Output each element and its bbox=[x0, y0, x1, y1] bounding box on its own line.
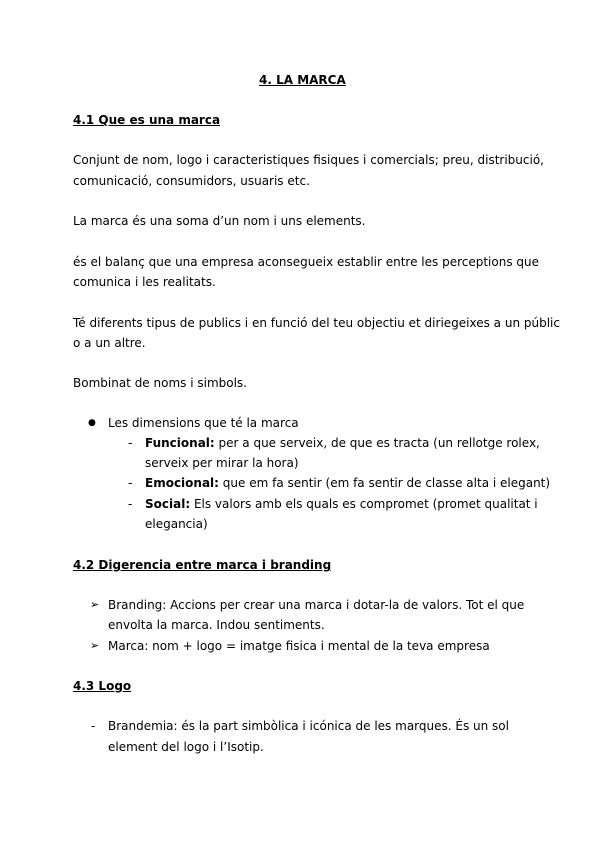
dimension-label: Social: bbox=[145, 497, 191, 511]
dash-icon: - bbox=[91, 719, 96, 733]
page-title: 4. LA MARCA bbox=[259, 73, 346, 87]
paragraph-line: serveix per mirar la hora) bbox=[145, 456, 299, 470]
paragraph-line: Conjunt de nom, logo i caracteristiques fisiques i comercials; preu, distribució, bbox=[73, 153, 544, 167]
paragraph-line: element del logo i l’Isotip. bbox=[108, 740, 264, 754]
dash-icon: - bbox=[128, 436, 133, 450]
dimension-text: Els valors amb els quals es compromet (promet qualitat i bbox=[190, 497, 538, 511]
paragraph-line: La marca és una soma d’un nom i uns elements. bbox=[73, 214, 366, 228]
list-item: Les dimensions que té la marca bbox=[108, 416, 299, 430]
paragraph-line: Bombinat de noms i simbols. bbox=[73, 376, 247, 390]
list-item: Branding: Accions per crear una marca i dotar-la de valors. Tot el que bbox=[108, 598, 525, 612]
list-item-emocional bbox=[145, 473, 550, 493]
arrow-bullet-icon: ➢ bbox=[90, 639, 100, 652]
section-heading-4-2: 4.2 Digerencia entre marca i branding bbox=[73, 558, 332, 572]
paragraph-line: és el balanç que una empresa aconsegueix establir entre les perceptions que bbox=[73, 255, 540, 269]
dash-icon: - bbox=[128, 497, 133, 511]
list-item-social bbox=[145, 494, 538, 514]
list-item: Marca: nom + logo = imatge fisica i mental de la teva empresa bbox=[108, 639, 490, 653]
list-item-funcional bbox=[145, 433, 540, 453]
dimension-label: Emocional: bbox=[145, 476, 219, 490]
section-heading-4-3: 4.3 Logo bbox=[73, 679, 132, 693]
arrow-bullet-icon: ➢ bbox=[90, 598, 100, 611]
paragraph-line: envolta la marca. Indou sentiments. bbox=[108, 618, 325, 632]
paragraph-line: o a un altre. bbox=[73, 336, 146, 350]
section-heading-4-1: 4.1 Que es una marca bbox=[73, 113, 221, 127]
list-item: Brandemia: és la part simbòlica i icónica de les marques. És un sol bbox=[108, 719, 509, 733]
dash-icon: - bbox=[128, 476, 133, 490]
paragraph-line: comunicació, consumidors, usuaris etc. bbox=[73, 174, 310, 188]
dimension-text: que em fa sentir (em fa sentir de classe alta i elegant) bbox=[218, 476, 551, 490]
dimension-text: per a que serveix, de que es tracta (un rellotge rolex, bbox=[214, 436, 540, 450]
paragraph-line: Té diferents tipus de publics i en funció del teu objectiu et diriegeixes a un públic bbox=[73, 316, 560, 330]
dimension-label: Funcional: bbox=[145, 436, 215, 450]
bullet-icon: ● bbox=[88, 418, 96, 428]
paragraph-line: elegancia) bbox=[145, 517, 208, 531]
paragraph-line: comunica i les realitats. bbox=[73, 275, 216, 289]
